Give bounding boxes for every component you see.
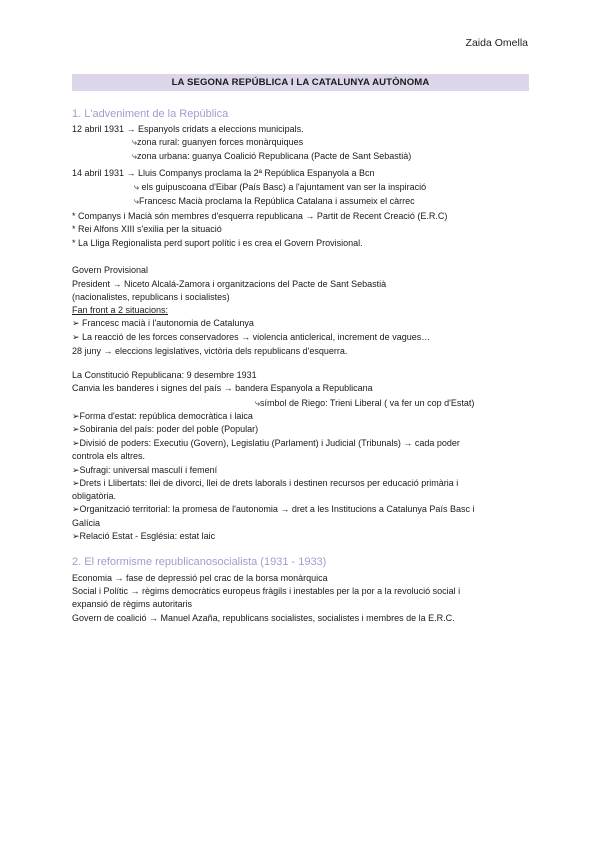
text-line: Economia → fase de depressió pel crac de la borsa monàrquica: [72, 573, 328, 583]
text-line: ⤷zona rural: guanyen forces monàrquiques: [132, 137, 304, 147]
text-line: * La Lliga Regionalista perd suport polític i es crea el Govern Provisional.: [72, 238, 363, 248]
text-line: controla els altres.: [72, 451, 146, 461]
text-line: ➢ Francesc macià i l'autonomia de Catalunya: [72, 318, 254, 328]
text-line: 14 abril 1931 → Lluis Companys proclama la 2ª República Espanyola a Bcn: [72, 168, 375, 178]
text-line: * Companys i Macià són membres d'esquerra republicana → Partit de Recent Creació (E.R.C): [72, 211, 448, 221]
text-line: ➢Sufragi: universal masculí i femení: [72, 465, 218, 475]
underlined-line: Fan front a 2 situacions:: [72, 305, 169, 315]
text-line: 28 juny → eleccions legislatives, victòria dels republicans d'esquerra.: [72, 346, 348, 356]
text-line: ➢Relació Estat - Església: estat laic: [72, 531, 216, 541]
text-line: ⤷Francesc Macià proclama la República Catalana i assumeix el càrrec: [134, 196, 415, 206]
text-line: (nacionalistes, republicans i socialistes): [72, 292, 230, 302]
text-line: Canvia les banderes i signes del país → bandera Espanyola a Republicana: [72, 383, 373, 393]
text-line: ➢Drets i Llibertats: llei de divorci, llei de drets laborals i destinen recursos per educació primària i: [72, 478, 459, 488]
text-line: ➢Divisió de poders: Executiu (Govern), Legislatiu (Parlament) i Judicial (Tribunals) → cada poder: [72, 438, 460, 448]
text-line: ➢Organització territorial: la promesa de l'autonomia → dret a les Institucions a Catalunya País Basc i: [72, 504, 475, 514]
text-line: Social i Polític → règims democràtics europeus fràgils i inestables per la por a la revolució social i: [72, 586, 461, 596]
text-line: Galícia: [72, 518, 101, 528]
text-line: ➢Sobirania del país: poder del poble (Popular): [72, 424, 259, 434]
section-heading: 1. L'adveniment de la República: [72, 108, 229, 120]
subheading: La Constitució Republicana: 9 desembre 1931: [72, 370, 257, 380]
text-line: ⤷ els guipuscoana d'Eibar (País Basc) a l'ajuntament van ser la inspiració: [134, 182, 427, 192]
text-line: ➢ La reacció de les forces conservadores → violencia anticlerical, increment de vagues…: [72, 332, 431, 342]
page-title: LA SEGONA REPÚBLICA I LA CATALUNYA AUTÒNOMA: [72, 74, 529, 91]
text-line: ⤷símbol de Riego: Trieni Liberal ( va fer un cop d'Estat): [255, 398, 475, 408]
text-line: obligatòria.: [72, 491, 117, 501]
text-line: Govern de coalició → Manuel Azaña, republicans socialistes, socialistes i membres de la E.R.C.: [72, 613, 455, 623]
text-line: ⤷zona urbana: guanya Coalició Republicana (Pacte de Sant Sebastià): [132, 151, 412, 161]
text-line: expansió de règims autoritaris: [72, 599, 193, 609]
text-line: President → Niceto Alcalá-Zamora i organitzacions del Pacte de Sant Sebastià: [72, 279, 387, 289]
section-heading: 2. El reformisme republicanosocialista (1931 - 1933): [72, 556, 327, 568]
text-line: ➢Forma d'estat: república democràtica i laica: [72, 411, 253, 421]
subheading: Govern Provisional: [72, 265, 149, 275]
text-line: * Rei Alfons XIII s'exilia per la situació: [72, 224, 222, 234]
author-name: Zaida Omella: [465, 37, 528, 49]
text-line: 12 abril 1931 → Espanyols cridats a eleccions municipals.: [72, 124, 304, 134]
